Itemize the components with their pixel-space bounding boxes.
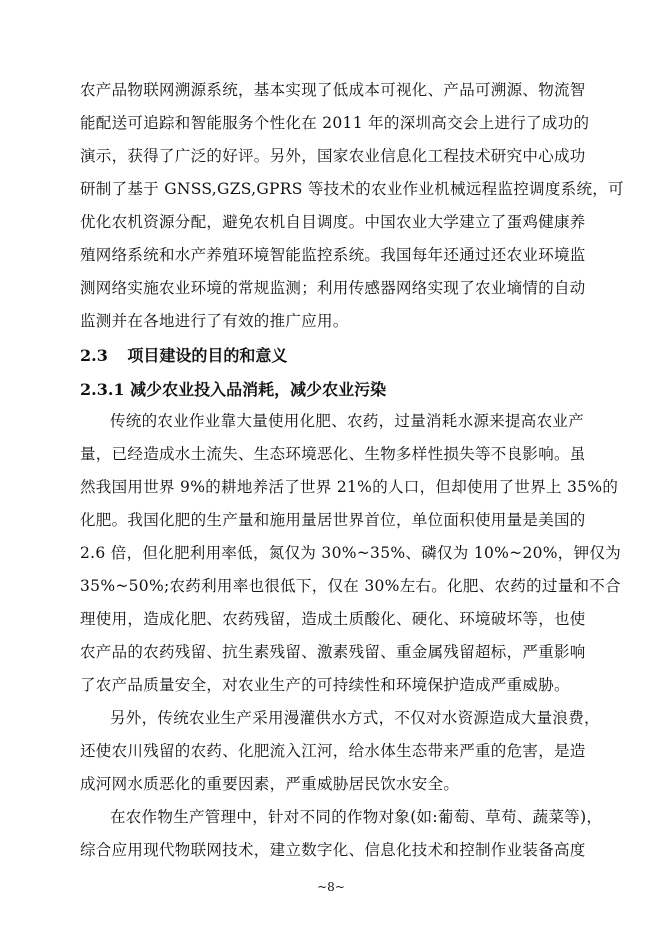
text-line: 研制了基于 GNSS,GZS,GPRS 等技术的农业作业机械远程监控调度系统，可 [80, 180, 624, 198]
section-heading-2-3 [80, 346, 287, 366]
text-line: 还使农川残留的农药、化肥流入江河，给水体生态带来严重的危害，是造 [80, 742, 586, 760]
text-line: 传统的农业作业靠大量使用化肥、农药，过量消耗水源来提高农业产 [110, 412, 585, 430]
text-line: 量，已经造成水土流失、生态环境恶化、生物多样性损失等不良影响。虽 [80, 445, 586, 463]
text-line: 监测并在各地进行了有效的推广应用。 [80, 312, 349, 330]
text-line: 理使用，造成化肥、农药残留，造成土质酸化、硬化、环境破坏等，也使 [80, 610, 586, 628]
text-line: 成河网水质恶化的重要因素，严重威胁居民饮水安全。 [80, 775, 460, 793]
text-line: 测网络实施农业环境的常规监测；利用传感器网络实现了农业墒情的自动 [80, 279, 586, 297]
section-title: 项目建设的目的和意义 [127, 346, 288, 365]
text-line: 殖网络系统和水产养殖环境智能监控系统。我国每年还通过还农业环境监 [80, 246, 586, 264]
text-line: 农产品物联网溯源系统，基本实现了低成本可视化、产品可溯源、物流智 [80, 81, 586, 99]
text-line: 能配送可追踪和智能服务个性化在 2011 年的深圳高交会上进行了成功的 [80, 114, 590, 132]
text-line: 另外，传统农业生产采用漫灌供水方式，不仅对水资源造成大量浪费， [110, 709, 600, 727]
text-line: 了农产品质量安全，对农业生产的可持续性和环境保护造成严重威胁。 [80, 676, 570, 694]
text-line: 2.6 倍，但化肥利用率低，氮仅为 30%~35%、磷仅为 10%~20%，钾仅为 [80, 544, 622, 562]
subsection-heading-2-3-1: 2.3.1 减少农业投入品消耗，减少农业污染 [80, 380, 387, 399]
text-line: 优化农机资源分配，避免农机自目调度。中国农业大学建立了蛋鸡健康养 [80, 213, 586, 231]
text-line: 在农作物生产管理中，针对不同的作物对象(如:葡萄、草苟、蔬菜等)， [110, 808, 603, 826]
text-line: 化肥。我国化肥的生产量和施用量居世界首位，单位面积使用量是美国的 [80, 511, 586, 529]
text-line: 演示，获得了广泛的好评。另外，国家农业信息化工程技术研究中心成功 [80, 147, 586, 165]
text-line: 农产品的农药残留、抗生素残留、激素残留、重金属残留超标，严重影响 [80, 643, 586, 661]
section-number: 2.3 [80, 346, 108, 365]
text-line: 35%~50%;农药利用率也很低下，仅在 30%左右。化肥、农药的过量和不合 [80, 577, 621, 595]
text-line: 综合应用现代物联网技术，建立数字化、信息化技术和控制作业装备高度 [80, 841, 586, 859]
page-number: ~8~ [317, 880, 345, 894]
text-line: 然我国用世界 9%的耕地养活了世界 21%的人口，但却使用了世界上 35%的 [80, 478, 619, 496]
